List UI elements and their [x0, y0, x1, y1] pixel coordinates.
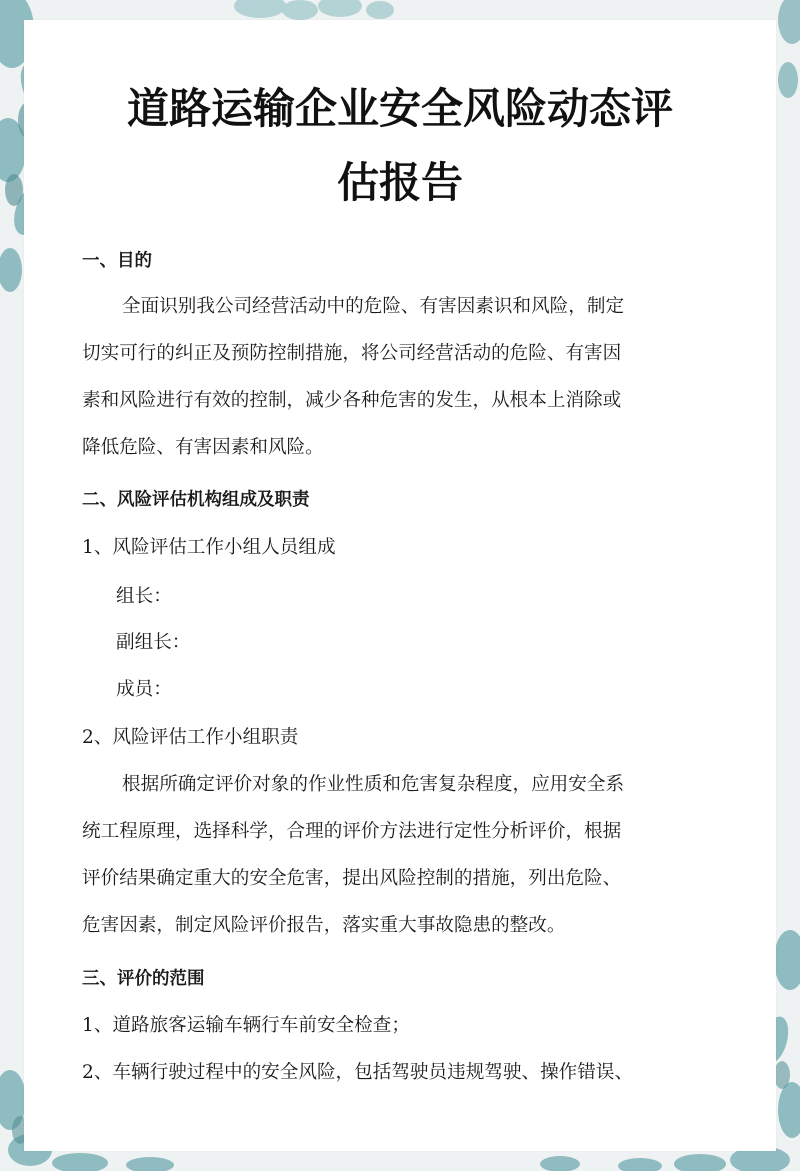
title-line-1: 道路运输企业安全风险动态评 — [126, 84, 673, 133]
deputy-leader-label: 副组长： — [116, 632, 191, 653]
list-item: 1、风险评估工作小组人员组成 — [82, 537, 336, 558]
leader-label: 组长： — [116, 586, 172, 607]
paragraph-line: 评价结果确定重大的安全危害，提出风险控制的措施，列出危险、 — [82, 868, 622, 889]
list-item: 2、风险评估工作小组职责 — [82, 727, 299, 748]
section-heading-purpose: 一、目的 — [82, 251, 152, 271]
paragraph-line: 危害因素，制定风险评价报告，落实重大事故隐患的整改。 — [82, 915, 566, 936]
paragraph-line: 根据所确定评价对象的作业性质和危害复杂程度，应用安全系 — [122, 774, 625, 795]
title-line-2: 估报告 — [336, 158, 463, 207]
paragraph-line: 素和风险进行有效的控制，减少各种危害的发生，从根本上消除或 — [82, 390, 622, 411]
members-label: 成员： — [116, 679, 172, 700]
paragraph-line: 降低危险、有害因素和风险。 — [82, 437, 324, 458]
section-heading-organization: 二、风险评估机构组成及职责 — [82, 490, 310, 510]
paragraph-line: 切实可行的纠正及预防控制措施，将公司经营活动的危险、有害因 — [82, 343, 622, 364]
paragraph-line: 全面识别我公司经营活动中的危险、有害因素识和风险，制定 — [122, 296, 625, 317]
paragraph-line: 统工程原理，选择科学，合理的评价方法进行定性分析评价，根据 — [82, 821, 622, 842]
section-heading-scope: 三、评价的范围 — [82, 969, 205, 989]
list-item: 1、道路旅客运输车辆行车前安全检查； — [82, 1015, 410, 1036]
document-title — [60, 72, 740, 220]
list-item: 2、车辆行驶过程中的安全风险，包括驾驶员违规驾驶、操作错误、 — [82, 1062, 634, 1083]
